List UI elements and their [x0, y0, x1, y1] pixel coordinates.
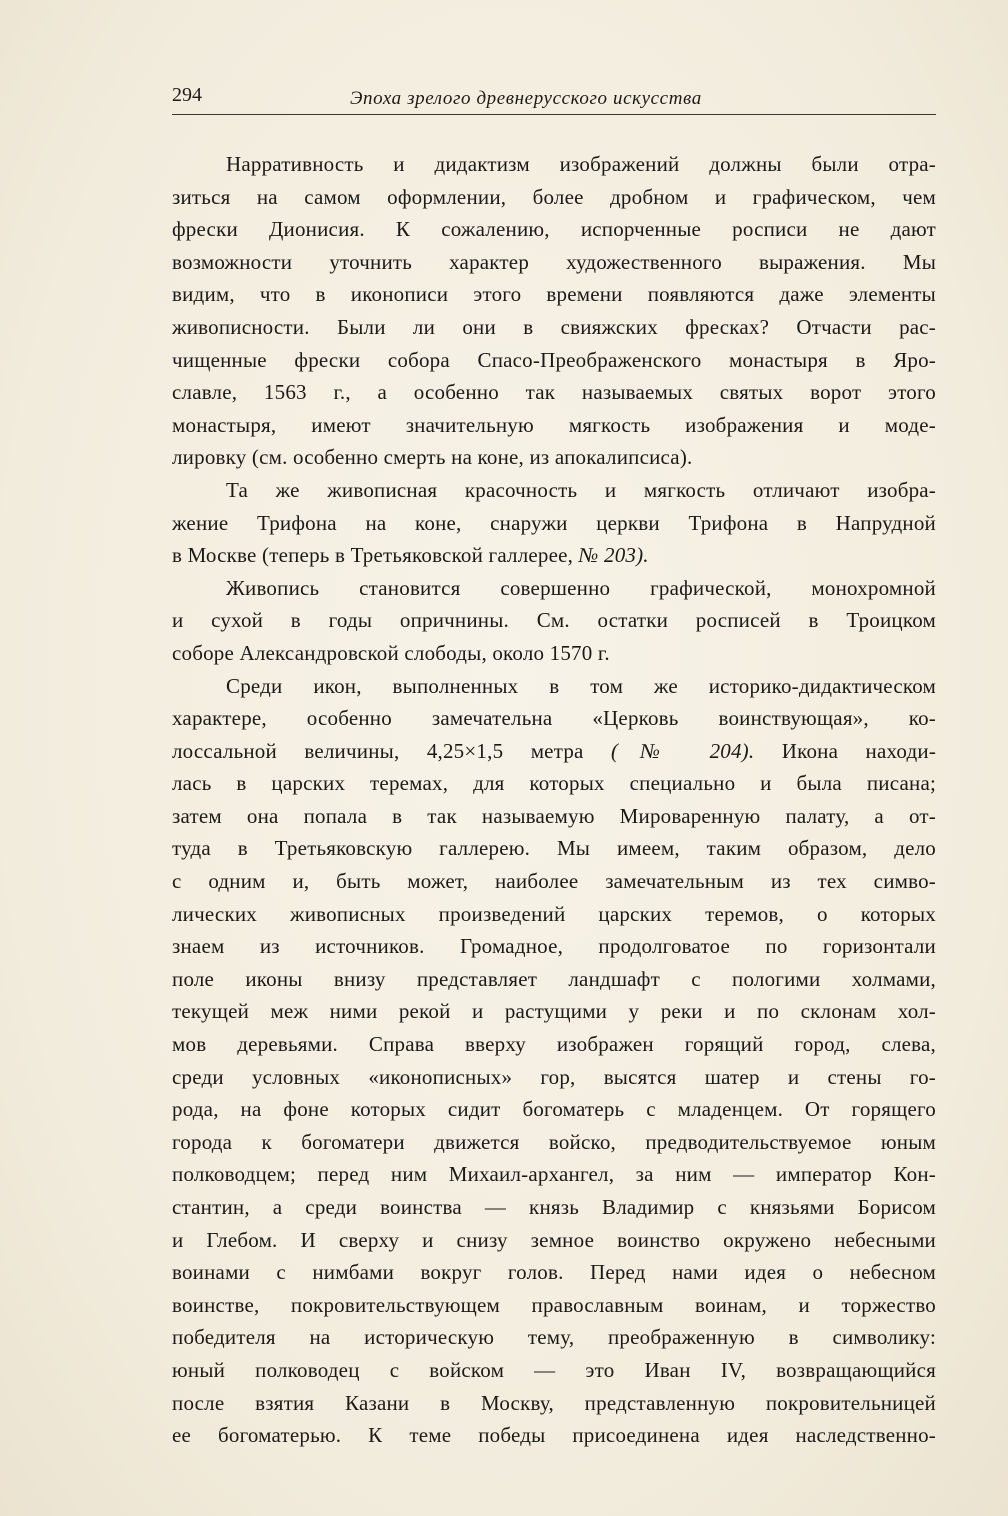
text-line: фрески Дионисия. К сожалению, испорченные росписи не дают [172, 217, 936, 242]
text-line: с одним и, быть может, наиболее замечательным из тех симво- [172, 869, 936, 894]
paragraph-3 [172, 572, 936, 670]
text-line: славле, 1563 г., а особенно так называемых святых ворот этого [172, 380, 936, 405]
text-line: мов деревьями. Справа вверху изображен горящий город, слева, [172, 1032, 936, 1057]
text-line: характере, особенно замечательна «Церковь воинствующая», ко- [172, 706, 936, 731]
text-line: лировку (см. особенно смерть на коне, из апокалипсиса). [172, 445, 693, 470]
paragraph-2 [172, 474, 936, 572]
running-title: Эпоха зрелого древнерусского искусства [350, 88, 702, 109]
page-header [172, 80, 936, 115]
page-number: 294 [172, 84, 202, 106]
text-line: Нарративность и дидактизм изображений должны были отра- [226, 152, 936, 176]
text-line: воинстве, покровительствующем православным воинам, и торжество [172, 1292, 936, 1317]
text-line: затем она попала в так называемую Мироваренную палату, а от- [172, 803, 936, 828]
text-line: победителя на историческую тему, преображенную в символику: [172, 1325, 936, 1350]
text-line: юный полководец с войском — это Иван IV, возвращающийся [172, 1357, 936, 1382]
paragraph-1 [172, 148, 936, 474]
figure-reference: № 203). [578, 543, 649, 568]
text-line [172, 735, 936, 768]
text-line: поле иконы внизу представляет ландшафт с пологими холмами, [172, 966, 936, 991]
text-line: жение Трифона на коне, снаружи церкви Трифона в Напрудной [172, 510, 936, 535]
figure-reference: (№ 204). [611, 738, 755, 763]
text-line: живописности. Были ли они в свияжских фресках? Отчасти рас- [172, 314, 936, 339]
text-line: чищенные фрески собора Спасо-Преображенского монастыря в Яро- [172, 347, 936, 372]
text-line: Живопись становится совершенно графической, монохромной [226, 575, 936, 600]
text-line: Та же живописная красочность и мягкость отличают изобра- [226, 477, 936, 502]
text-line: ее богоматерью. К теме победы присоединена идея наследственно- [172, 1423, 936, 1448]
text-line: и сухой в годы опричнины. См. остатки росписей в Троицком [172, 608, 936, 633]
body-text [172, 148, 936, 1452]
text-line [172, 539, 936, 572]
text-line: возможности уточнить характер художественного выражения. Мы [172, 249, 936, 274]
text-line: монастыря, имеют значительную мягкость изображения и моде- [172, 412, 936, 437]
text-line: соборе Александровской слободы, около 1570 г. [172, 640, 610, 665]
paragraph-4 [172, 670, 936, 1452]
text-line: стантин, а среди воинства — князь Владимир с князьями Борисом [172, 1195, 936, 1219]
text-fragment: Икона находи- [781, 738, 937, 763]
text-line: города к богоматери движется войско, предводительствуемое юным [172, 1129, 936, 1154]
text-line: воинами с нимбами вокруг голов. Перед нами идея о небесном [172, 1260, 936, 1285]
text-line: лических живописных произведений царских теремов, о которых [172, 901, 936, 926]
text-line: Среди икон, выполненных в том же историко-дидактическом [226, 673, 936, 698]
text-fragment: в Москве (теперь в Третьяковской галлерее, [172, 543, 574, 568]
text-line: после взятия Казани в Москву, представленную покровительницей [172, 1390, 936, 1415]
text-line: и Глебом. И сверху и снизу земное воинство окружено небесными [172, 1227, 936, 1252]
text-line: полководцем; перед ним Михаил-архангел, за ним — император Кон- [172, 1162, 936, 1187]
text-line: текущей меж ними рекой и растущими у реки и по склонам хол- [172, 999, 936, 1024]
text-line: лась в царских теремах, для которых специально и была писана; [172, 771, 936, 796]
text-line: знаем из источников. Громадное, продолговатое по горизонтали [172, 934, 936, 959]
text-line: зиться на самом оформлении, более дробном и графическом, чем [172, 184, 936, 209]
text-line: среди условных «иконописных» гор, высятся шатер и стены го- [172, 1064, 936, 1089]
text-line: туда в Третьяковскую галлерею. Мы имеем, таким образом, дело [172, 836, 936, 861]
text-fragment: лоссальной величины, 4,25×1,5 метра [172, 738, 584, 763]
text-line: видим, что в иконописи этого времени появляются даже элементы [172, 282, 936, 307]
text-line: рода, на фоне которых сидит богоматерь с младенцем. От горящего [172, 1097, 936, 1122]
